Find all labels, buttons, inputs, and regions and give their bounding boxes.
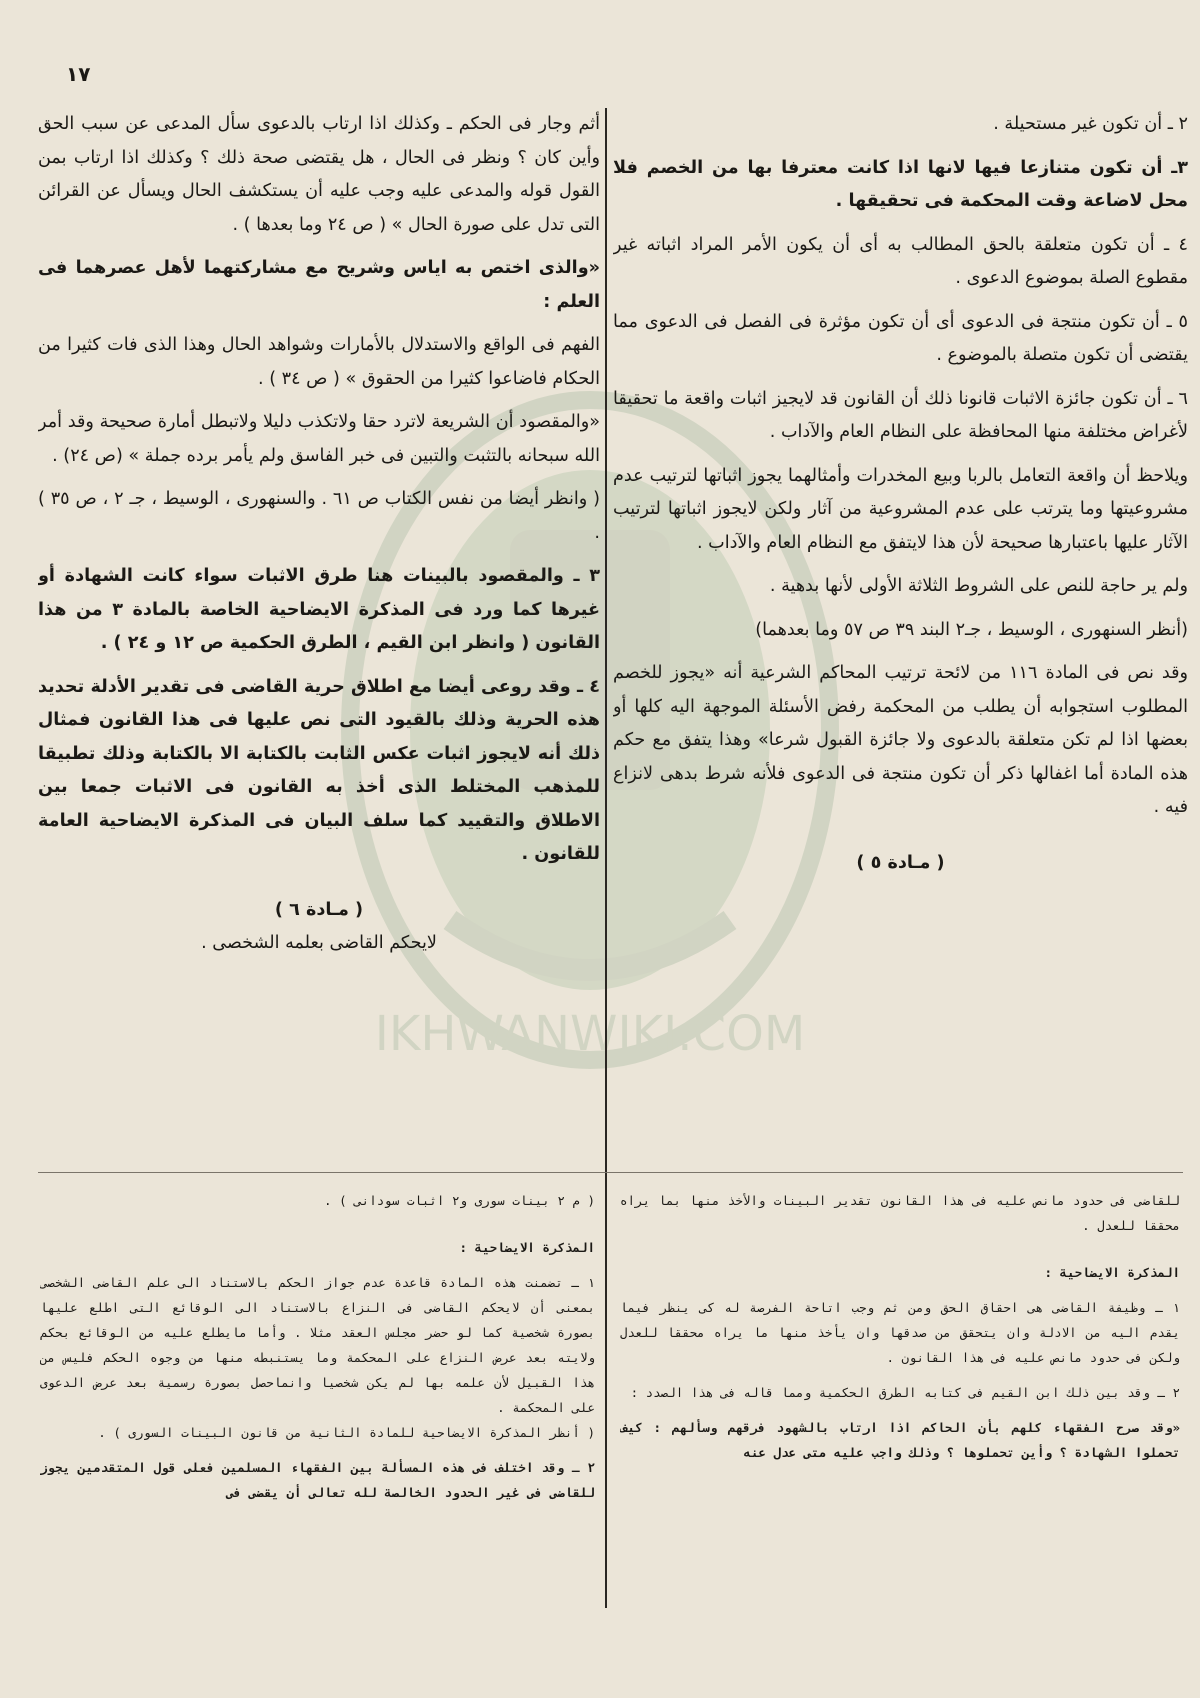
note-paragraph: ٢ ـ وقد اختلف فى هذه المسألة بين الفقهاء المسلمين فعلى قول المتقدمين يجوز للقاضى فى غير الحدود الخالصة لله تعالى أن يقضى فى [40,1460,595,1500]
note-paragraph: ٢ ـ وقد بين ذلك ابن القيم فى كتابه الطرق الحكمية ومما قاله فى هذا الصدد : [630,1385,1180,1400]
paragraph: «والذى اختص به اياس وشريح مع مشاركتهما لأهل عصرهما فى العلم : [38,258,600,312]
citation: ( وانظر أيضا من نفس الكتاب ص ٦١ . والسنهورى ، الوسيط ، جـ ٢ ، ص ٣٥ ) . [38,489,600,543]
citation: (أنظر السنهورى ، الوسيط ، جـ٢ البند ٣٩ ص ٥٧ وما بعدهما) [755,619,1188,640]
paragraph: الفهم فى الواقع والاستدلال بالأمارات وشواهد الحال وهذا الذى فات كثيرا من الحكام فاضاعوا كثيرا من الحقوق » ( ص ٣٤ ) . [38,335,600,389]
right-column [613,108,1188,1158]
svg-text:IKHWANWIKI.COM: IKHWANWIKI.COM [374,1006,806,1062]
paragraph: ٣ ـ والمقصود بالبينات هنا طرق الاثبات سواء كانت الشهادة أو غيرها كما ورد فى المذكرة الايضاحية الخاصة بالمادة ٣ من هذا القانون ( وانظر ابن القيم ، الطرق الحكمية ص ١٢ و ٢٤ ) . [38,566,600,653]
article-heading: ( مـادة ٦ ) [274,899,364,920]
left-column [38,108,600,1158]
note-paragraph: ١ ـ وظيفة القاضى هى احقاق الحق ومن ثم وجب اتاحة الفرصة له كى ينظر فيما يقدم اليه من الادلة وان يتحقق من صدقها وان يأخذ منها ما يراه محققا للعدل ولكن فى حدود مانص عليه فى هذا القانون . [620,1300,1180,1365]
note-paragraph: «وقد صرح الفقهاء كلهم بأن الحاكم اذا ارتاب بالشهود فرقهم وسألهم : كيف تحملوا الشهادة ؟ وأين تحملوها ؟ وذلك واجب عليه متى عدل عنه [620,1420,1180,1460]
paragraph: «والمقصود أن الشريعة لاترد حقا ولاتكذب دليلا ولاتبطل أمارة صحيحة وقد أمر الله سبحانه بالتثبت والتبين فى خبر الفاسق ولم يأمر برده جملة » (ص ٢٤) . [38,412,600,466]
paragraph: ٥ ـ أن تكون منتجة فى الدعوى أى أن تكون مؤثرة فى الفصل فى الدعوى مما يقتضى أن تكون متصلة بالموضوع . [613,311,1188,365]
paragraph: ٤ ـ أن تكون متعلقة بالحق المطالب به أى أن يكون الأمر المراد اثباته غير مقطوع الصلة بموضوع الدعوى . [613,234,1188,288]
footnote-left [40,1188,595,1658]
note-reference: ( أنظر المذكرة الايضاحية للمادة الثانية من قانون البينات السورى ) . [98,1425,595,1440]
source-ref: ( م ٢ بينات سورى و٢ اثبات سودانى ) . [324,1193,595,1208]
paragraph: ويلاحظ أن واقعة التعامل بالربا وبيع المخدرات وأمثالهما يجوز اثباتها لترتيب عدم مشروعيتها وما يترتب على عدم المشروعية من آثار ولكن لايجوز اثباتها لترتيب الآثار عليها باعتبارها صحيحة لأن هذا لايتفق مع النظام العام والآداب . [613,465,1188,553]
paragraph: ٤ ـ وقد روعى أيضا مع اطلاق حرية القاضى فى تقدير الأدلة تحديد هذه الحرية وذلك بالقيود التى نص عليها فى هذا القانون فمثال ذلك أنه لايجوز اثبات عكس الثابت بالكتابة الا بالكتابة وذلك تطبيقا للمذهب المختلط الذى أخذ به القانون فى الاثبات جمعا بين الاطلاق والتقييد كما سلف البيان فى المذكرة الايضاحية العامة للقانون . [38,676,600,864]
paragraph: ٦ ـ أن تكون جائزة الاثبات قانونا ذلك أن القانون قد لايجيز اثبات واقعة ما تحقيقا لأغراض مختلفة منها المحافظة على النظام العام والآداب . [613,388,1188,442]
article-heading: ( مـادة ٥ ) [856,852,945,873]
column-divider [605,108,607,1608]
memo-title: المذكرة الايضاحية : [1044,1265,1180,1280]
paragraph: ٢ ـ أن تكون غير مستحيلة . [993,114,1188,134]
page-number: ١٧ [66,62,91,86]
article-text: للقاضى فى حدود مانص عليه فى هذا القانون تقدير البينات والأخذ منها بما يراه محققا للعدل . [620,1193,1180,1233]
paragraph: وقد نص فى المادة ١١٦ من لائحة ترتيب المحاكم الشرعية أنه «يجوز للخصم المطلوب استجوابه أن يطلب من المحكمة رفض الأسئلة الموجهة اليه كلها أو بعضها اذا لم تكن متعلقة بالدعوى ولا جائزة القبول شرعا» وهذا يتفق مع حكم هذه المادة أما اغفالها ذكر أن تكون منتجة فى الدعوى فلأنه شرط بدهى لانزاع فيه . [613,663,1188,817]
article-rule: لايحكم القاضى بعلمه الشخصى . [201,933,437,953]
section-divider [38,1172,1183,1173]
paragraph: أثم وجار فى الحكم ـ وكذلك اذا ارتاب بالدعوى سأل المدعى عن سبب الحق وأين كان ؟ ونظر فى الحال ، هل يقتضى صحة ذلك ؟ وكذلك اذا ارتاب بمن القول قوله والمدعى عليه وجب عليه أن يستكشف الحال ويسأل عن القرائن التى تدل على صورة الحال » ( ص ٢٤ وما بعدها ) . [38,114,600,235]
paragraph: ٣ـ أن تكون متنازعا فيها لانها اذا كانت معترفا بها من الخصم فلا محل لاضاعة وقت المحكمة فى تحقيقها . [613,157,1188,211]
note-paragraph: ١ ـ تضمنت هذه المادة قاعدة عدم جواز الحكم بالاستناد الى علم القاضى الشخصى بمعنى أن لايحكم القاضى فى النزاع بالاستناد الى الوقائع التى اطلع عليها بصورة شخصية كما لو حضر مجلس العقد مثلا . وأما مايطلع عليه من الوقائع بحكم ولايته بعد عرض النزاع على المحكمة وما يستنبطه منها من وجوه الحكم فليس من هذا القبيل لأن علمه بها لم يكن شخصيا وانماحصل بصورة رسمية بعد عرض الدعوى على المحكمة . [40,1275,595,1415]
paragraph: ولم ير حاجة للنص على الشروط الثلاثة الأولى لأنها بدهية . [769,576,1188,596]
memo-title: المذكرة الايضاحية : [459,1240,595,1255]
footnote-right [620,1188,1180,1658]
